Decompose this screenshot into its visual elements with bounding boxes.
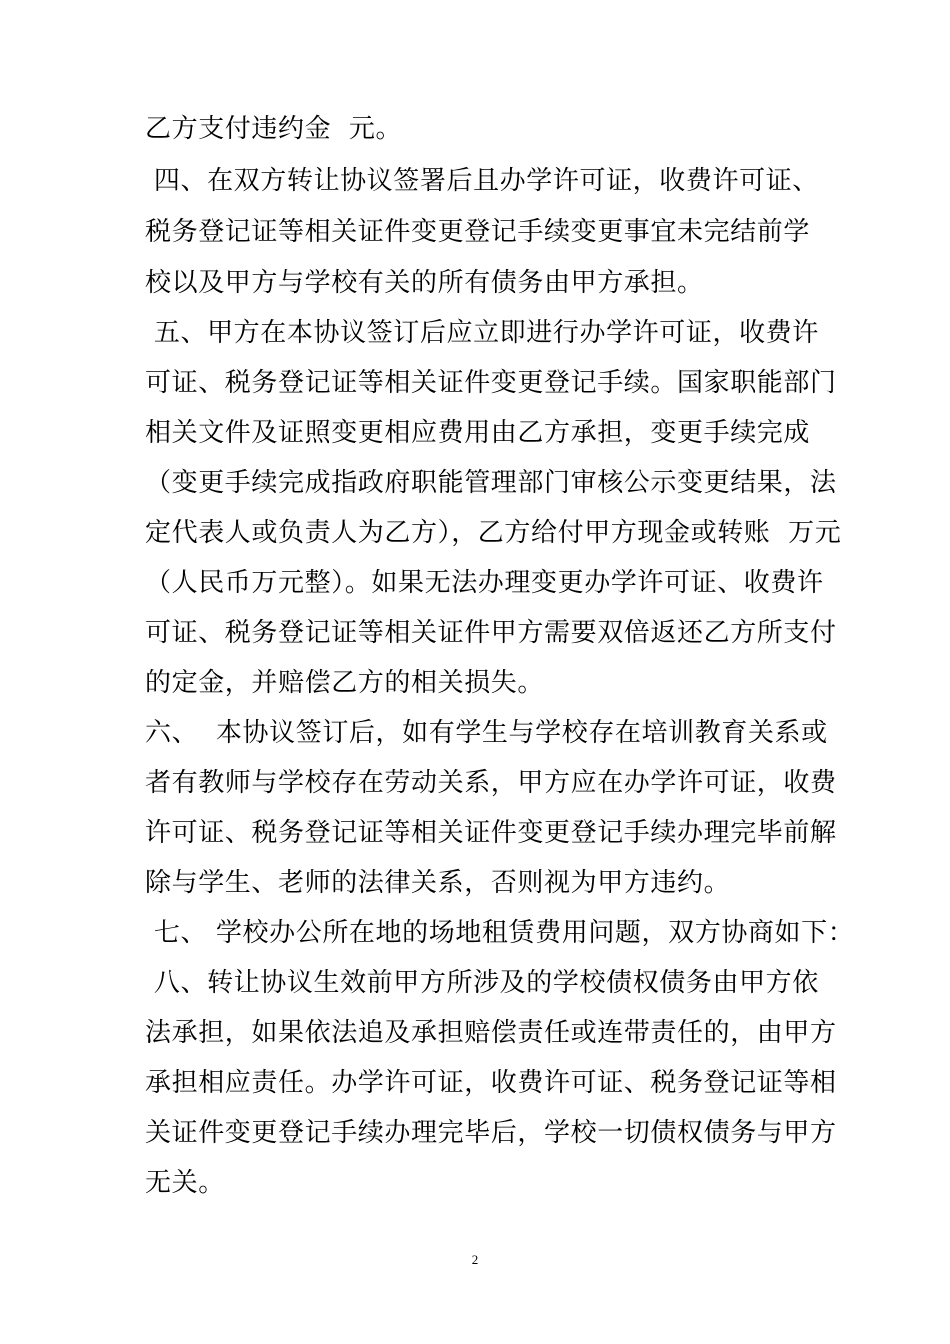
text-line: 可证、税务登记证等相关证件甲方需要双倍返还乙方所支付 xyxy=(145,618,837,648)
text-line: 乙方支付违约金 元。 xyxy=(145,114,403,144)
text-line: 八、转让协议生效前甲方所涉及的学校债权债务由甲方依 xyxy=(145,968,819,998)
text-line: 关证件变更登记手续办理完毕后，学校一切债权债务与甲方 xyxy=(145,1118,837,1148)
text-line: 相关文件及证照变更相应费用由乙方承担，变更手续完成 xyxy=(145,418,811,448)
text-line: 定代表人或负责人为乙方），乙方给付甲方现金或转账 万元 xyxy=(145,518,842,548)
text-line: 的定金，并赔偿乙方的相关损失。 xyxy=(145,668,545,698)
text-line: 税务登记证等相关证件变更登记手续变更事宜未完结前学 xyxy=(145,217,811,247)
text-line: 六、 本协议签订后，如有学生与学校存在培训教育关系或 xyxy=(145,718,828,748)
text-line: （变更手续完成指政府职能管理部门审核公示变更结果，法 xyxy=(145,468,837,498)
text-line: 五、甲方在本协议签订后应立即进行办学许可证，收费许 xyxy=(145,318,819,348)
text-line: 法承担，如果依法追及承担赔偿责任或连带责任的，由甲方 xyxy=(145,1018,837,1048)
text-line: 除与学生、老师的法律关系，否则视为甲方违约。 xyxy=(145,868,731,898)
text-line: 无关。 xyxy=(145,1168,225,1198)
text-line: 七、 学校办公所在地的场地租赁费用问题，双方协商如下： xyxy=(145,918,855,948)
text-line: 者有教师与学校存在劳动关系，甲方应在办学许可证，收费 xyxy=(145,768,837,798)
text-line: 校以及甲方与学校有关的所有债务由甲方承担。 xyxy=(145,268,704,298)
text-line: 许可证、税务登记证等相关证件变更登记手续办理完毕前解 xyxy=(145,818,837,848)
text-line: （人民币万元整）。如果无法办理变更办学许可证、收费许 xyxy=(145,568,824,598)
text-line: 可证、税务登记证等相关证件变更登记手续。国家职能部门 xyxy=(145,368,837,398)
page-number: 2 xyxy=(471,1252,479,1267)
text-line: 承担相应责任。办学许可证，收费许可证、税务登记证等相 xyxy=(145,1068,837,1098)
text-line: 四、在双方转让协议签署后且办学许可证，收费许可证、 xyxy=(145,166,819,196)
